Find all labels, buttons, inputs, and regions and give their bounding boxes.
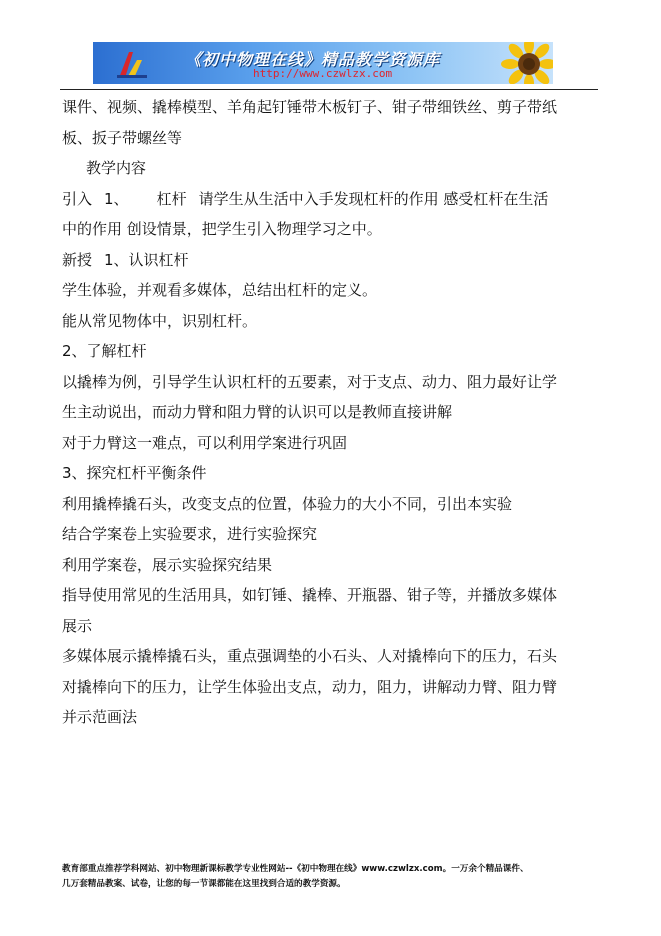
section-2-heading: 2、了解杠杆 [62,342,147,360]
new-lesson-item-1: 1、认识杠杆 [104,250,189,269]
footer-line-2: 几万套精品教案、试卷，让您的每一节课都能在这里找到合适的教学资源。 [62,879,346,889]
intro-number: 1、 [104,189,129,208]
intro-line-1 [62,184,602,215]
section-2-line-3: 对于力臂这一难点，可以利用学案进行巩固 [62,433,348,452]
section-4-line-1: 指导使用常见的生活用具，如钉锤、撬棒、开瓶器、钳子等，并播放多媒体 [62,586,558,604]
header-divider [60,89,598,90]
section-3-line-1: 利用撬棒撬石头，改变支点的位置，体验力的大小不同，引出本实验 [62,494,513,513]
intro-topic: 杠杆 [156,189,187,208]
paragraph-identify: 能从常见物体中，识别杠杆。 [62,311,258,330]
materials-line-2: 板、扳子带螺丝等 [62,128,183,147]
site-logo-icon [115,46,149,80]
banner-url[interactable]: http://www.czwlzx.com [253,67,393,80]
section-3-heading: 3、探究杠杆平衡条件 [62,464,207,482]
section-2-line-1: 以撬棒为例，引导学生认识杠杆的五要素，对于支点、动力、阻力最好让学 [62,372,558,391]
section-4-line-2: 展示 [62,616,93,635]
section-3-line-2: 结合学案卷上实验要求，进行实验探究 [62,525,318,543]
content-heading: 教学内容 [86,159,147,177]
new-lesson-label: 新授 [62,250,93,269]
section-5-line-3: 并示范画法 [62,708,138,726]
footer-line-1: 教育部重点推荐学科网站、初中物理新课标教学专业性网站--《初中物理在线》www.czwlzx.com。一万余个精品课件、 [62,864,529,874]
section-5-line-2: 对撬棒向下的压力，让学生体验出支点，动力，阻力，讲解动力臂、阻力臂 [62,677,558,696]
new-lesson-line [62,245,602,276]
page-footer [62,862,602,892]
intro-label: 引入 [62,189,93,208]
section-2-line-2: 生主动说出，而动力臂和阻力臂的认识可以是教师直接讲解 [62,403,453,421]
section-3-line-3: 利用学案卷，展示实验探究结果 [62,555,273,574]
sunflower-icon [501,42,553,84]
intro-text: 请学生从生活中入手发现杠杆的作用 感受杠杆在生活 [198,189,549,208]
materials-line-1: 课件、视频、撬棒模型、羊角起钉锤带木板钉子、钳子带细铁丝、剪子带纸 [62,98,558,116]
section-5-line-1: 多媒体展示撬棒撬石头，重点强调垫的小石头、人对撬棒向下的压力，石头 [62,647,558,665]
header-banner [93,42,553,84]
banner-title: 《初中物理在线》精品教学资源库 [185,50,441,69]
intro-line-2: 中的作用 创设情景，把学生引入物理学习之中。 [62,220,382,238]
paragraph-experience: 学生体验，并观看多媒体，总结出杠杆的定义。 [62,281,378,299]
lesson-body [62,92,602,733]
